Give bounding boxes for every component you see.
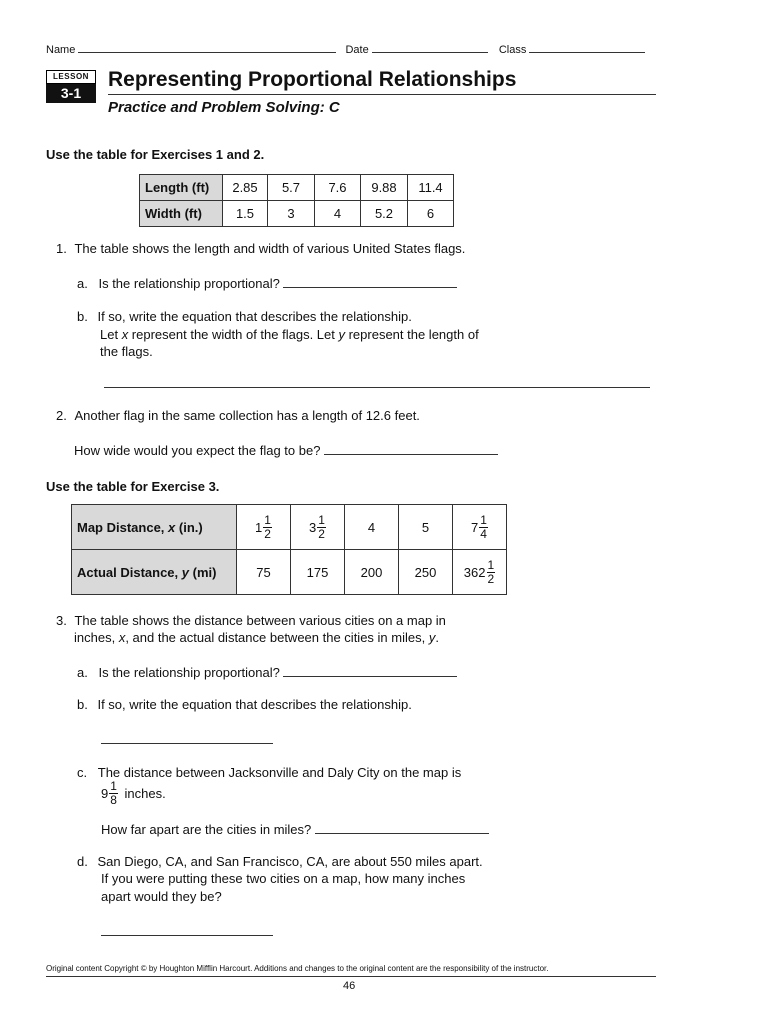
question-3d-line3: apart would they be? — [101, 889, 222, 904]
question-text: The table shows the distance between various cities on a map in — [74, 613, 446, 628]
question-1 — [56, 241, 465, 256]
name-field-row — [46, 40, 645, 56]
part-letter: d. — [77, 854, 88, 869]
question-1b-line2 — [100, 326, 479, 344]
var-x: x — [118, 630, 126, 645]
part-letter: a. — [77, 665, 88, 680]
table-row — [140, 175, 454, 201]
var-x: x — [121, 327, 129, 342]
question-3d — [77, 853, 483, 871]
title-divider — [108, 94, 656, 95]
page-number: 46 — [343, 980, 356, 992]
table-cell: 4 — [315, 201, 361, 227]
table-row — [140, 201, 454, 227]
row-header-width: Width (ft) — [140, 201, 223, 227]
part-text: The distance between Jacksonville and Daly City on the map is — [97, 765, 462, 780]
text-run: , and the actual distance between the cities in miles, — [125, 630, 429, 645]
part-letter: b. — [77, 697, 88, 712]
question-3c-value — [101, 780, 166, 807]
part-text: How far apart are the cities in miles? — [101, 822, 312, 837]
table-cell: 362 1 2 — [453, 550, 507, 595]
question-3b — [77, 697, 412, 712]
question-1a — [77, 275, 457, 291]
name-label: Name — [46, 44, 76, 56]
question-number: 1. — [56, 241, 67, 256]
fraction-numerator: 1 — [110, 779, 117, 793]
part-letter: c. — [77, 765, 88, 780]
table-row — [72, 550, 507, 595]
question-2 — [56, 408, 420, 423]
mixed-whole: 9 — [101, 786, 109, 801]
table-cell: 1.5 — [223, 201, 268, 227]
footer-divider — [46, 976, 656, 977]
date-label: Date — [345, 44, 369, 56]
table-cell: 75 — [237, 550, 291, 595]
table-cell: 1 1 2 — [237, 505, 291, 550]
page-title: Representing Proportional Relationships — [108, 68, 517, 91]
flag-dimensions-table — [139, 174, 454, 227]
section1-instruction: Use the table for Exercises 1 and 2. — [46, 147, 265, 162]
answer-blank-1b[interactable] — [104, 387, 650, 388]
map-distance-table — [71, 504, 507, 595]
part-text: Is the relationship proportional? — [98, 276, 280, 291]
text-run: Map Distance, — [77, 519, 169, 535]
fraction-denominator: 8 — [110, 793, 117, 807]
answer-blank-1a[interactable] — [283, 275, 457, 288]
question-3c-prompt — [101, 821, 489, 837]
table-cell: 9.88 — [361, 175, 408, 201]
question-number: 3. — [56, 613, 67, 628]
table-cell: 7.6 — [315, 175, 361, 201]
part-text: If so, write the equation that describes the relationship. — [97, 309, 412, 324]
text-run: represent the width of the flags. Let — [128, 327, 339, 342]
var-y: y — [181, 564, 189, 580]
page-subtitle: Practice and Problem Solving: C — [108, 99, 340, 116]
question-3a — [77, 664, 457, 680]
table-cell: 5.7 — [268, 175, 315, 201]
table-cell: 11.4 — [408, 175, 454, 201]
text-run: . — [435, 630, 439, 645]
answer-blank-2[interactable] — [324, 442, 498, 455]
question-text: Another flag in the same collection has a length of 12.6 feet. — [74, 408, 420, 423]
question-1b — [77, 308, 412, 326]
question-3c — [77, 765, 461, 780]
part-letter: b. — [77, 309, 88, 324]
question-3-line2 — [74, 630, 439, 645]
section2-instruction: Use the table for Exercise 3. — [46, 479, 220, 494]
row-header-length: Length (ft) — [140, 175, 223, 201]
unit-text: inches. — [120, 786, 166, 801]
answer-blank-3c[interactable] — [315, 821, 489, 834]
row-header-map-distance — [72, 505, 237, 550]
lesson-badge — [46, 70, 96, 103]
question-1b-line3: the flags. — [100, 344, 153, 359]
part-letter: a. — [77, 276, 88, 291]
part-text: If so, write the equation that describes the relationship. — [97, 697, 412, 712]
question-2-prompt — [74, 442, 498, 458]
lesson-label: LESSON — [46, 70, 96, 84]
table-cell: 2.85 — [223, 175, 268, 201]
question-text: How wide would you expect the flag to be? — [74, 443, 321, 458]
text-run: inches, — [74, 630, 119, 645]
question-text: The table shows the length and width of various United States flags. — [74, 241, 466, 256]
table-cell: 175 — [291, 550, 345, 595]
class-blank[interactable] — [529, 40, 645, 53]
question-3d-line2: If you were putting these two cities on a map, how many inches — [101, 871, 466, 886]
table-cell: 7 1 4 — [453, 505, 507, 550]
copyright-notice: Original content Copyright © by Houghton Mifflin Harcourt. Additions and changes to the original content are the responsibility of the instructor. — [46, 964, 549, 973]
date-blank[interactable] — [372, 40, 488, 53]
answer-blank-3a[interactable] — [283, 664, 457, 677]
var-y: y — [338, 327, 345, 342]
question-number: 2. — [56, 408, 67, 423]
part-text: Is the relationship proportional? — [98, 665, 280, 680]
var-y: y — [428, 630, 436, 645]
table-cell: 3 — [268, 201, 315, 227]
row-header-actual-distance — [72, 550, 237, 595]
text-run: (in.) — [175, 519, 203, 535]
table-row — [72, 505, 507, 550]
lesson-number: 3-1 — [46, 84, 96, 103]
text-run: Actual Distance, — [77, 564, 182, 580]
class-label: Class — [498, 44, 527, 56]
table-cell: 200 — [345, 550, 399, 595]
part-text: San Diego, CA, and San Francisco, CA, are about 550 miles apart. — [97, 854, 483, 869]
table-cell: 6 — [408, 201, 454, 227]
var-x: x — [168, 519, 176, 535]
table-cell: 3 1 2 — [291, 505, 345, 550]
table-cell: 5 — [399, 505, 453, 550]
table-cell: 250 — [399, 550, 453, 595]
answer-blank-3b[interactable] — [101, 743, 273, 744]
text-run: (mi) — [189, 564, 217, 580]
table-cell: 4 — [345, 505, 399, 550]
question-3 — [56, 612, 446, 630]
text-run: represent the length of — [344, 327, 479, 342]
name-blank[interactable] — [78, 40, 336, 53]
text-run: Let — [100, 327, 122, 342]
table-cell: 5.2 — [361, 201, 408, 227]
answer-blank-3d[interactable] — [101, 935, 273, 936]
